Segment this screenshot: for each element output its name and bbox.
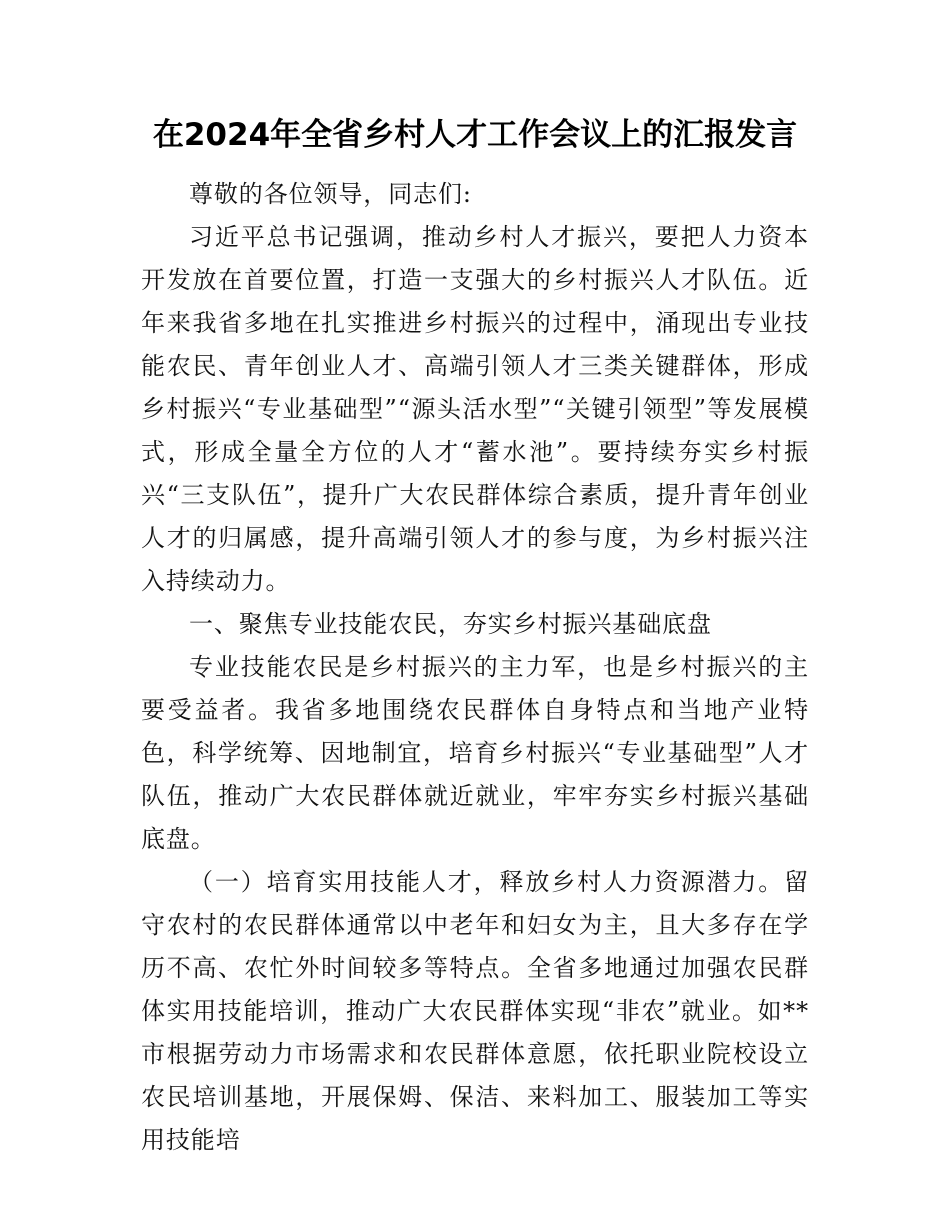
section-heading-1: 一、聚焦专业技能农民，夯实乡村振兴基础底盘 [189, 610, 712, 638]
document-body [141, 173, 809, 1162]
paragraph-section-1: 专业技能农民是乡村振兴的主力军，也是乡村振兴的主要受益者。我省多地围绕农民群体自身特点和当地产业特色，科学统筹、因地制宜，培育乡村振兴“专业基础型”人才队伍，推动广大农民群体就近就业，牢牢夯实乡村振兴基础底盘。 [141, 653, 809, 853]
paragraph-subsection-1: （一）培育实用技能人才，释放乡村人力资源潜力。留守农村的农民群体通常以中老年和妇女为主，且大多存在学历不高、农忙外时间较多等特点。全省多地通过加强农民群体实用技能培训，推动广大农民群体实现“非农”就业。如**市根据劳动力市场需求和农民群体意愿，依托职业院校设立农民培训基地，开展保姆、保洁、来料加工、服装加工等实用技能培 [141, 868, 809, 1154]
salutation: 尊敬的各位领导，同志们: [189, 180, 472, 208]
paragraph-intro: 习近平总书记强调，推动乡村人才振兴，要把人力资本开发放在首要位置，打造一支强大的乡村振兴人才队伍。近年来我省多地在扎实推进乡村振兴的过程中，涌现出专业技能农民、青年创业人才、高端引领人才三类关键群体，形成乡村振兴“专业基础型”“源头活水型”“关键引领型”等发展模式，形成全量全方位的人才“蓄水池”。要持续夯实乡村振兴“三支队伍”，提升广大农民群体综合素质，提升青年创业人才的归属感，提升高端引领人才的参与度，为乡村振兴注入持续动力。 [141, 223, 809, 595]
document-title: 在2024年全省乡村人才工作会议上的汇报发言 [152, 117, 798, 153]
